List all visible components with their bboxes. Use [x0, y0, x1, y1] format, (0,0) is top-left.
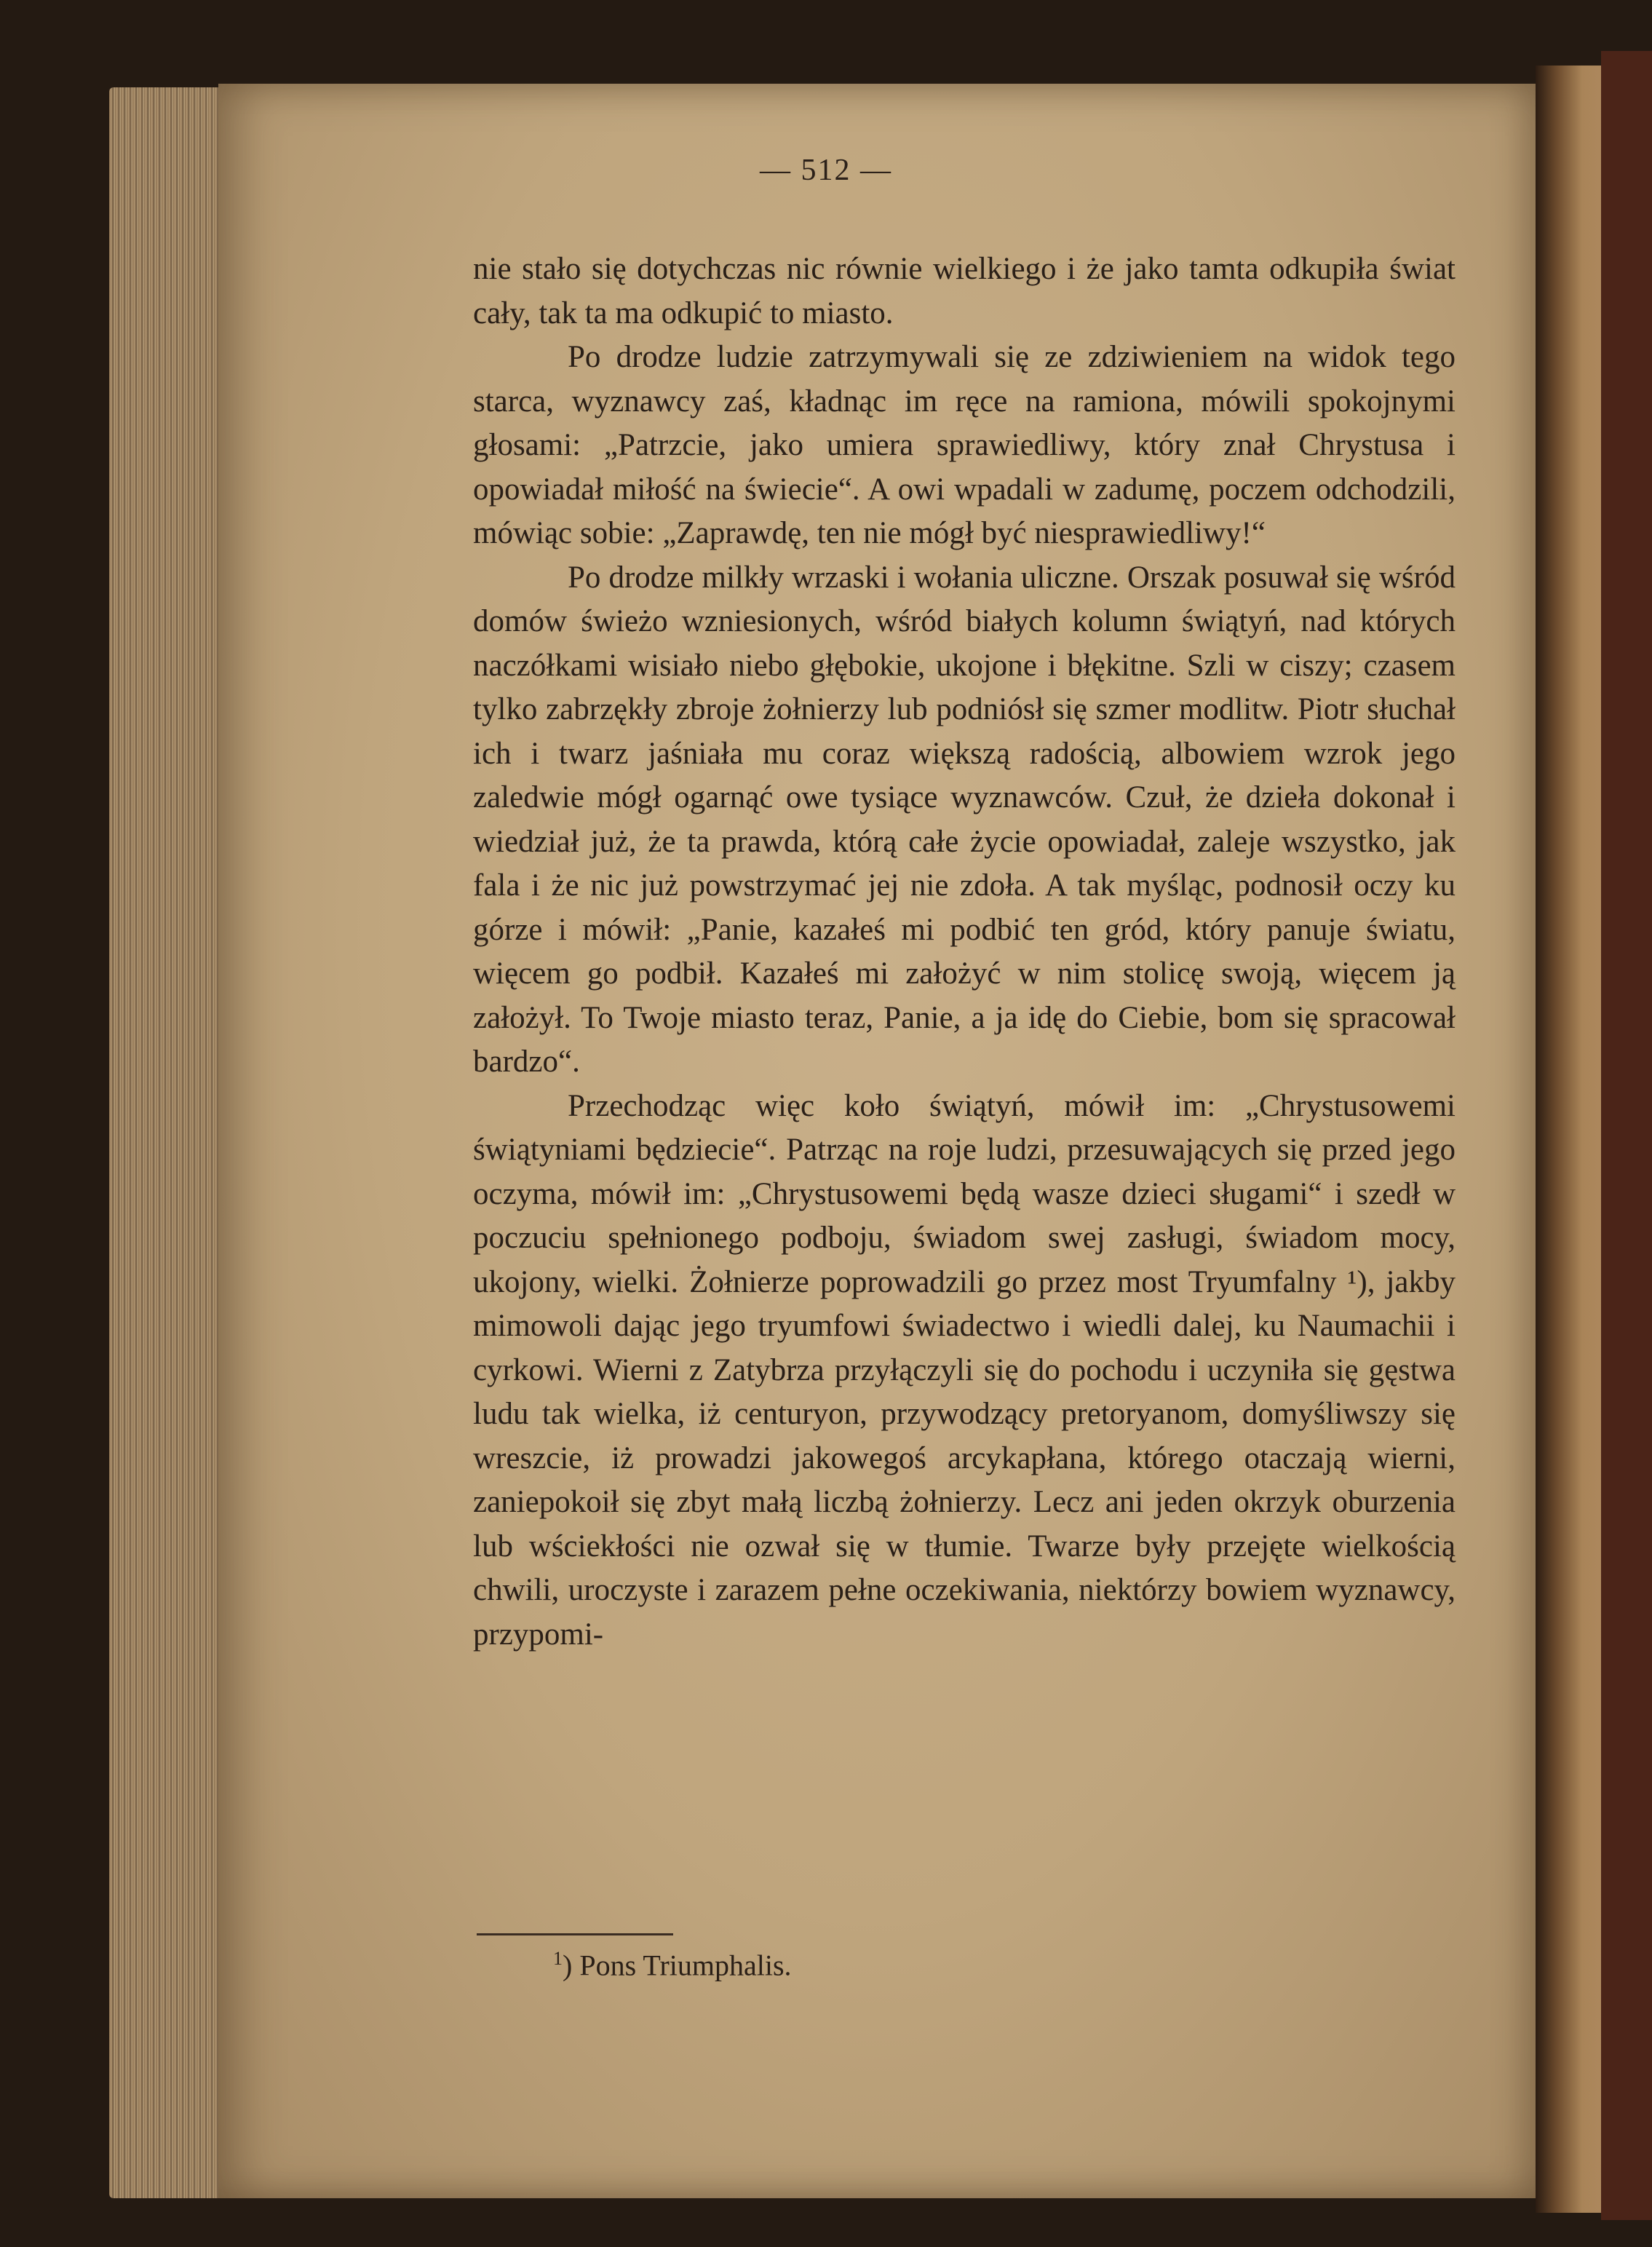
- paragraph: Po drodze ludzie zatrzymywali się ze zdziwieniem na widok tego starca, wyznawcy zaś, kładnąc im ręce na ramiona, mówili spokojnymi głosami: „Patrzcie, jako umiera sprawiedliwy, który znał Chrystusa i opowiadał miłość na świecie“. A owi wpadali w zadumę, poczem odchodzili, mówiąc sobie: „Zaprawdę, ten nie mógł być niesprawiedliwy!“: [473, 340, 1456, 550]
- body-text: [473, 247, 1456, 1657]
- footnote: [553, 1948, 792, 1982]
- paragraph: nie stało się dotychczas nic równie wielkiego i że jako tamta odkupiła świat cały, tak ta ma odkupić to miasto.: [473, 252, 1456, 330]
- footnote-text: ) Pons Triumphalis.: [563, 1949, 792, 1982]
- paragraph: Przechodząc więc koło świątyń, mówił im: „Chrystusowemi świątyniami będziecie“. Patrząc na roje ludzi, przesuwających się przed jego oczyma, mówił im: „Chrystusowemi będą wasze dzieci sługami“ i szedł w poczuciu spełnionego podboju, świadom swej zasługi, świadom mocy, ukojony, wielki. Żołnierze poprowadzili go przez most Tryumfalny ¹), jakby mimowoli dając jego tryumfowi świadectwo i wiedli dalej, ku Naumachii i cyrkowi. Wierni z Zatybrza przyłączyli się do pochodu i uczyniła się gęstwa ludu tak wielka, iż centuryon, przywodzący pretoryanom, domyśliwszy się wreszcie, iż prowadzi jakowegoś arcykapłana, którego otaczają wierni, zaniepokoił się zbyt małą liczbą żołnierzy. Lecz ani jeden okrzyk oburzenia lub wściekłości nie ozwał się w tłumie. Twarze były przejęte wielkością chwili, uroczyste i zarazem pełne oczekiwania, niektórzy bowiem wyznawcy, przypomi-: [473, 1088, 1456, 1652]
- book-cover-edge: [1601, 51, 1652, 2220]
- footnote-marker: 1: [553, 1948, 563, 1969]
- footnote-divider: [477, 1933, 673, 1935]
- page-number: — 512 —: [760, 154, 892, 187]
- paragraph: Po drodze milkły wrzaski i wołania uliczne. Orszak posuwał się wśród domów świeżo wzniesionych, wśród białych kolumn świątyń, nad których naczółkami wisiało niebo głębokie, ukojone i błękitne. Szli w ciszy; czasem tylko zabrzękły zbroje żołnierzy lub podniósł się szmer modlitw. Piotr słuchał ich i twarz jaśniała mu coraz większą radością, albowiem wzrok jego zaledwie mógł ogarnąć owe tysiące wyznawców. Czuł, że dzieła dokonał i wiedział już, że ta prawda, którą całe życie opowiadał, zaleje wszystko, jak fala i że nic już powstrzymać jej nie zdoła. A tak myśląc, podnosił oczy ku górze i mówił: „Panie, kazałeś mi podbić ten gród, który panuje światu, więcem go podbił. Kazałeś mi założyć w nim stolicę swoją, więcem ją założył. To Twoje miasto teraz, Panie, a ja idę do Ciebie, bom się spracował bardzo“.: [473, 560, 1456, 1079]
- page-edges: [109, 87, 226, 2198]
